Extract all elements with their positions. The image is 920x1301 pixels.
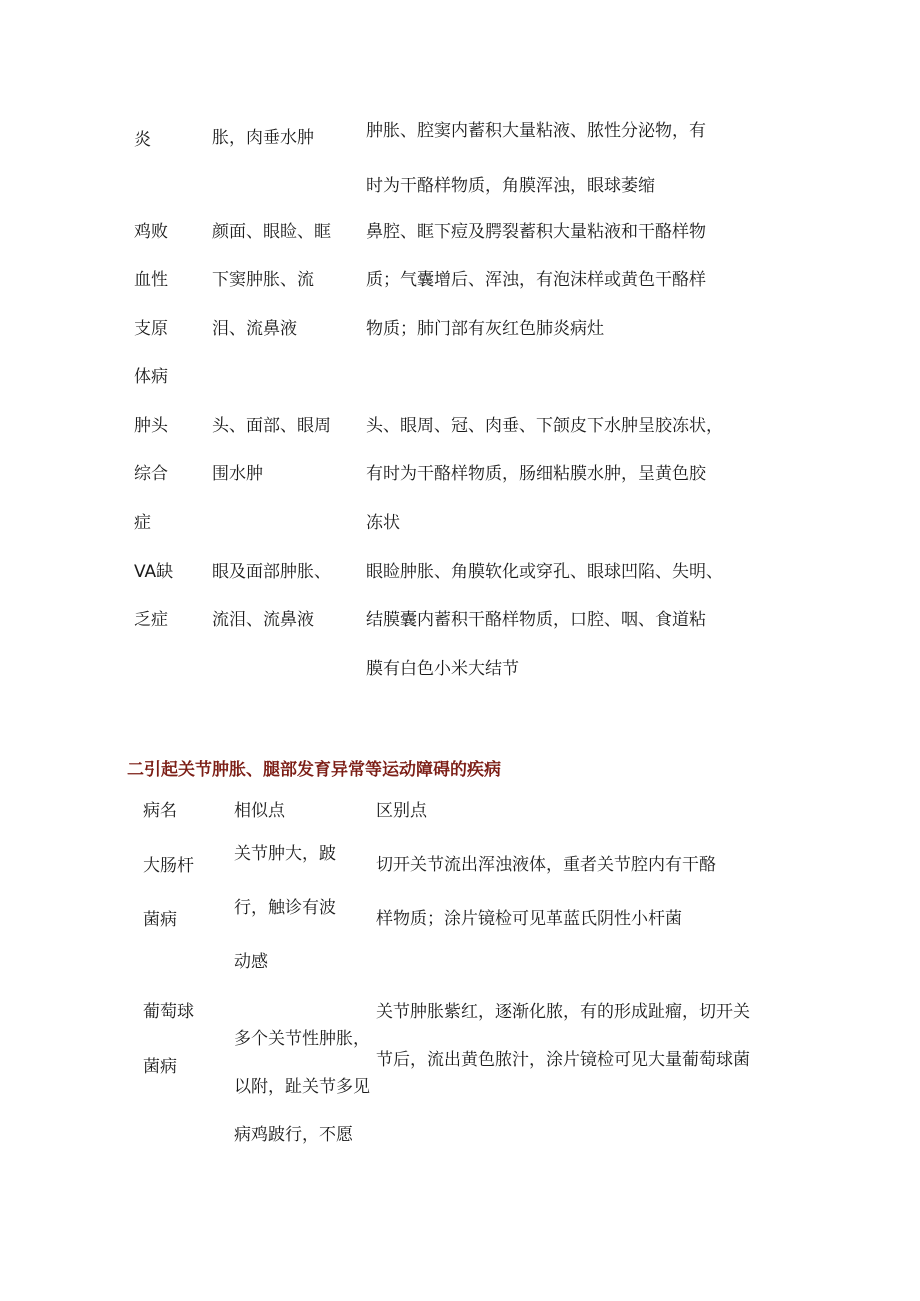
disease-name: 体病 [134,367,168,387]
disease-name: 支原 [134,319,168,339]
disease-name: 乏症 [134,610,168,630]
similarity-text: 关节肿大，跛 [234,844,336,864]
similarity-text: 病鸡跛行，不愿 [234,1125,353,1145]
difference-text: 眼睑肿胀、角膜软化或穿孔、眼球凹陷、失明、 [366,562,723,582]
similarity-text: 围水肿 [212,464,263,484]
disease-name: 症 [134,513,151,533]
disease-name: 综合 [134,464,168,484]
difference-text: 质；气囊增后、浑浊，有泡沫样或黄色干酪样 [366,270,706,290]
section-heading: 二引起关节肿胀、腿部发育异常等运动障碍的疾病 [127,760,501,780]
disease-name: 大肠杆 [143,856,194,876]
similarity-text: 行，触诊有波 [234,898,336,918]
difference-text: 肿胀、腔窦内蓄积大量粘液、脓性分泌物，有 [366,121,706,141]
similarity-text: 动感 [234,952,268,972]
difference-text: 切开关节流出浑浊液体，重者关节腔内有干酪 [376,855,716,875]
disease-name: 血性 [134,270,168,290]
similarity-text: 以附，趾关节多见 [234,1077,370,1097]
difference-text: 关节肿胀紫红，逐渐化脓，有的形成趾瘤，切开关 [376,1002,750,1022]
difference-text: 头、眼周、冠、肉垂、下颌皮下水肿呈胶冻状， [366,416,723,436]
difference-text: 物质；肺门部有灰红色肺炎病灶 [366,319,604,339]
difference-text: 节后，流出黄色脓汁，涂片镜检可见大量葡萄球菌 [376,1050,750,1070]
disease-name: 葡萄球 [143,1002,194,1022]
disease-name: VA缺 [134,562,174,582]
similarity-text: 头、面部、眼周 [212,416,331,436]
difference-text: 冻状 [366,513,400,533]
similarity-text: 下窦肿胀、流 [212,270,314,290]
difference-text: 结膜囊内蓄积干酪样物质，口腔、咽、食道粘 [366,610,706,630]
similarity-text: 泪、流鼻液 [212,319,297,339]
disease-name: 肿头 [134,416,168,436]
difference-text: 鼻腔、眶下痘及腭裂蓄积大量粘液和干酪样物 [366,222,706,242]
column-header-difference: 区别点 [376,801,427,821]
disease-name: 炎 [134,130,151,150]
similarity-text: 胀，肉垂水肿 [212,128,314,148]
similarity-text: 流泪、流鼻液 [212,610,314,630]
difference-text: 时为干酪样物质，角膜浑浊，眼球萎缩 [366,176,655,196]
similarity-text: 多个关节性肿胀， [234,1029,370,1049]
similarity-text: 眼及面部肿胀、 [212,562,331,582]
similarity-text: 颜面、眼睑、眶 [212,222,331,242]
disease-name: 菌病 [143,1057,177,1077]
column-header-similar: 相似点 [234,801,285,821]
difference-text: 有时为干酪样物质，肠细粘膜水肿，呈黄色胶 [366,464,706,484]
disease-name: 鸡败 [134,222,168,242]
difference-text: 样物质；涂片镜检可见革蓝氏阴性小杆菌 [376,909,682,929]
difference-text: 膜有白色小米大结节 [366,659,519,679]
column-header-name: 病名 [143,801,177,821]
disease-name: 菌病 [143,910,177,930]
